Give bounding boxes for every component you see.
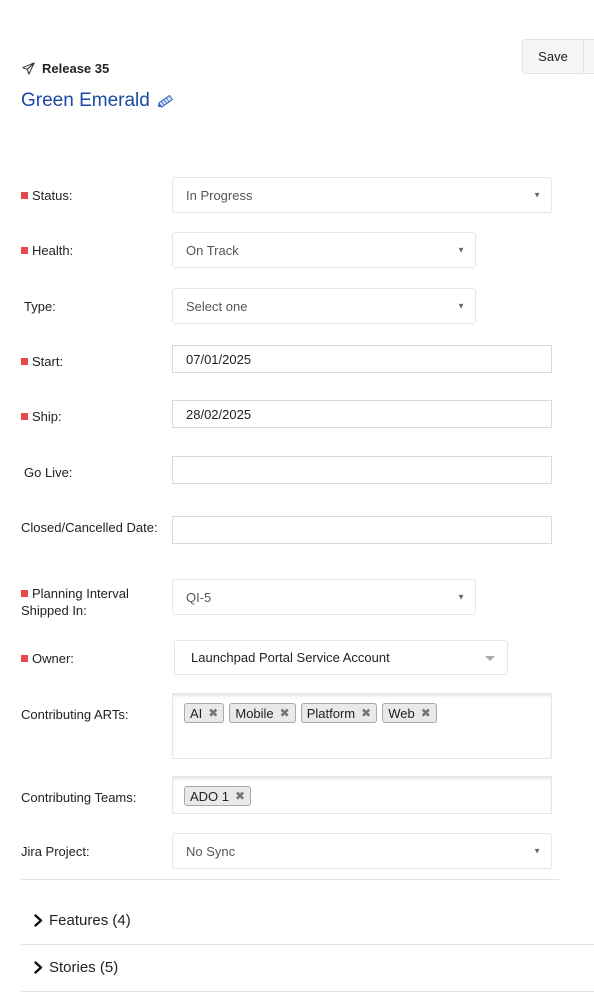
ship-date-value: 28/02/2025 [186,406,252,422]
required-marker [21,413,28,420]
status-value: In Progress [186,187,253,203]
ship-label-text: Ship: [32,409,62,424]
tag-label: AI [190,705,203,721]
paper-plane-icon [22,62,35,75]
pencil-icon[interactable] [156,93,176,109]
caret-down-icon: ▼ [457,301,465,311]
health-label [21,242,73,259]
required-marker [21,192,28,199]
remove-icon[interactable]: ✖ [235,789,246,803]
owner-select[interactable] [174,640,508,675]
release-title: Green Emerald [21,90,150,111]
planning-interval-select[interactable] [172,579,476,615]
section-divider [21,991,594,992]
ship-label [21,408,62,425]
planning-interval-label-line1: Planning Interval [32,586,129,601]
go-live-date-input[interactable] [172,456,552,484]
type-label [24,298,56,315]
contributing-arts-multiselect[interactable] [172,693,552,759]
jira-project-label [21,843,90,860]
caret-down-icon: ▼ [533,846,541,856]
remove-icon[interactable]: ✖ [420,706,431,720]
release-label: Release 35 [42,61,110,76]
required-marker [21,590,28,597]
status-label [21,187,72,204]
contributing-teams-label [21,789,136,806]
tag-label: Mobile [235,705,274,721]
release-breadcrumb [22,61,109,76]
planning-interval-label [21,585,129,602]
stories-section-toggle[interactable] [34,959,118,976]
health-select[interactable] [172,232,476,268]
tag-mobile [229,703,295,723]
chevron-right-icon [34,914,43,927]
caret-down-icon: ▼ [533,190,541,200]
go-live-label [24,464,72,481]
closed-date-label [21,519,158,536]
ship-date-input[interactable] [172,400,552,428]
type-select[interactable] [172,288,476,324]
jira-project-label-text: Jira Project: [21,844,90,859]
type-value: Select one [186,298,248,314]
save-options-button[interactable] [584,39,594,74]
owner-value: Launchpad Portal Service Account [191,650,390,665]
section-divider [21,944,594,945]
owner-label [21,650,74,667]
tag-web [382,703,437,723]
tag-label: Platform [306,705,356,721]
start-label-text: Start: [32,354,64,369]
start-label [21,353,63,370]
closed-date-input[interactable] [172,516,552,544]
jira-project-select[interactable] [172,833,552,869]
remove-icon[interactable]: ✖ [361,706,372,720]
type-label-text: Type: [24,299,56,314]
planning-interval-label-2 [21,602,87,619]
remove-icon[interactable]: ✖ [279,706,290,720]
health-value: On Track [186,242,239,258]
status-select[interactable] [172,177,552,213]
planning-interval-label-line2: Shipped In: [21,603,87,618]
owner-label-text: Owner: [32,651,74,666]
caret-down-icon: ▼ [457,245,465,255]
features-section-toggle[interactable] [34,912,131,929]
tag-label: ADO 1 [190,788,230,804]
required-marker [21,655,28,662]
go-live-label-text: Go Live: [24,465,73,480]
contributing-teams-multiselect[interactable] [172,776,552,814]
contributing-teams-label-text: Contributing Teams: [21,790,137,805]
stories-section-label: Stories (5) [49,959,119,976]
remove-icon[interactable]: ✖ [208,706,219,720]
chevron-right-icon [34,961,43,974]
tag-ado-1 [184,786,251,806]
caret-down-icon [485,656,495,661]
jira-project-value: No Sync [186,843,236,859]
tag-platform [301,703,377,723]
caret-down-icon: ▼ [457,592,465,602]
contributing-arts-label-text: Contributing ARTs: [21,707,129,722]
tag-ai [184,703,224,723]
form-divider [21,879,559,880]
features-section-label: Features (4) [49,912,131,929]
start-date-value: 07/01/2025 [186,351,252,367]
required-marker [21,247,28,254]
required-marker [21,358,28,365]
closed-date-label-text: Closed/Cancelled Date: [21,520,158,535]
contributing-arts-label [21,706,128,723]
tag-label: Web [388,705,415,721]
save-button[interactable]: Save [522,39,584,74]
planning-interval-value: QI-5 [186,589,212,605]
start-date-input[interactable] [172,345,552,373]
page-title [21,90,176,112]
status-label-text: Status: [32,188,73,203]
health-label-text: Health: [32,243,74,258]
